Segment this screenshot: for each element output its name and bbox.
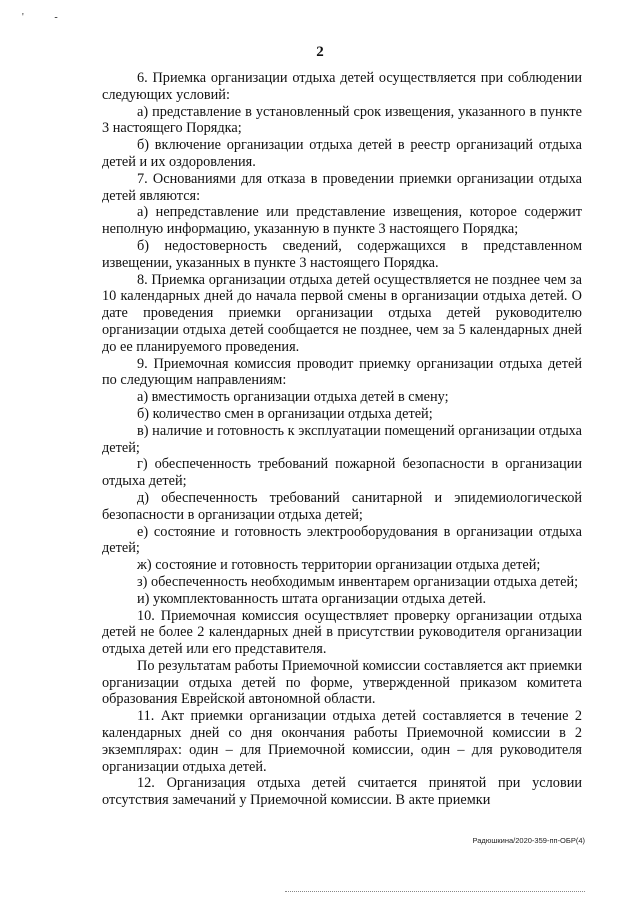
paragraph: 6. Приемка организации отдыха детей осуществляется при соблюдении следующих условий:	[102, 70, 582, 103]
paragraph: ж) состояние и готовность территории организации отдыха детей;	[137, 557, 541, 574]
scan-marks	[22, 12, 86, 23]
paragraph: д) обеспеченность требований санитарной и эпидемиологической безопасности в организации отдыха детей;	[102, 489, 582, 523]
paragraph: з) обеспеченность необходимым инвентарем организации отдыха детей;	[137, 573, 579, 590]
paragraph: е) состояние и готовность электрооборудования в организации отдыха детей;	[102, 523, 582, 557]
paragraph: г) обеспеченность требований пожарной безопасности в организации отдыха детей;	[102, 456, 582, 490]
paragraph: а) непредставление или представление извещения, которое содержит неполную информацию, указанную в пункте 3 настоящего Порядка;	[102, 204, 582, 238]
scan-mark: -	[54, 12, 58, 23]
paragraph: 8. Приемка организации отдыха детей осуществляется не позднее чем за 10 календарных дней до начала первой смены в организации отдыха детей. О дате проведения приемки организации отдыха детей руководителю организации отдыха детей сообщается не позднее, чем за 5 календарных дней до ее планируемого проведения.	[102, 271, 582, 355]
paragraph: а) представление в установленный срок извещения, указанного в пункте 3 настоящего Порядка;	[102, 103, 582, 137]
paragraph: 7. Основаниями для отказа в проведении приемки организации отдыха детей являются:	[102, 170, 582, 204]
paragraph: а) вместимость организации отдыха детей в смену;	[137, 389, 449, 406]
paragraph: По результатам работы Приемочной комиссии составляется акт приемки организации отдыха детей по форме, утвержденной приказом комитета образования Еврейской автономной области.	[102, 657, 582, 708]
scan-mark: '	[22, 12, 24, 23]
document-body	[102, 70, 582, 809]
document-reference-code: Радюшкина/2020-359-пп-ОБР(4)	[472, 836, 585, 845]
page-number: 2	[316, 44, 324, 60]
paragraph: 10. Приемочная комиссия осуществляет проверку организации отдыха детей не более 2 календарных дней в присутствии руководителя организации отдыха детей или его представителя.	[102, 607, 582, 658]
paragraph: б) недостоверность сведений, содержащихся в представленном извещении, указанных в пункте 3 настоящего Порядка.	[102, 237, 582, 271]
paragraph: в) наличие и готовность к эксплуатации помещений организации отдыха детей;	[102, 422, 582, 456]
paragraph: 12. Организация отдыха детей считается принятой при условии отсутствия замечаний у Приемочной комиссии. В акте приемки	[102, 775, 582, 809]
paragraph: 9. Приемочная комиссия проводит приемку организации отдыха детей по следующим направлениям:	[102, 355, 582, 389]
paragraph: и) укомплектованность штата организации отдыха детей.	[137, 590, 487, 607]
scan-edge-divider	[285, 891, 585, 892]
paragraph: б) включение организации отдыха детей в реестр организаций отдыха детей и их оздоровления.	[102, 137, 582, 170]
paragraph: 11. Акт приемки организации отдыха детей составляется в течение 2 календарных дней со дня окончания работы Приемочной комиссии в 2 экземплярах: один – для Приемочной комиссии, один – для руководителя организации отдыха детей.	[102, 708, 582, 775]
paragraph: б) количество смен в организации отдыха детей;	[137, 405, 433, 422]
